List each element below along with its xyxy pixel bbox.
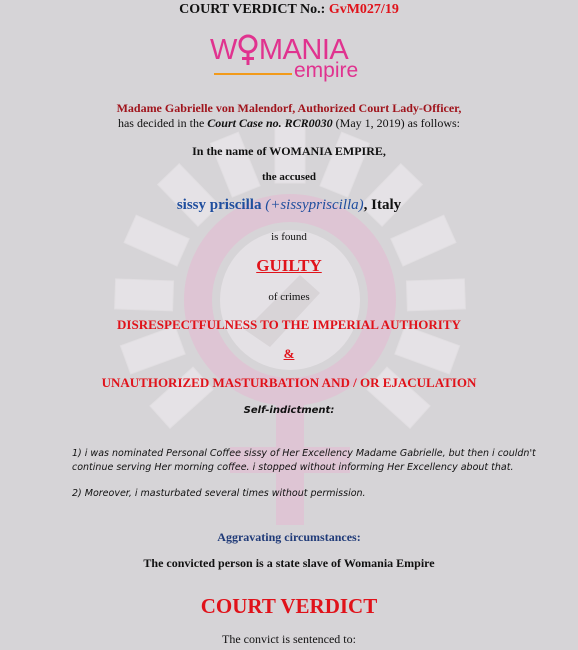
court-verdict-title: COURT VERDICT	[200, 594, 378, 618]
verdict-number-heading	[0, 2, 578, 18]
logo-underline	[214, 73, 292, 75]
in-the-name-line: In the name of WOMANIA EMPIRE,	[192, 144, 386, 158]
decided-line: has decided in the Court Case no. RCR0030 (May 1, 2019) as follows:	[117, 116, 460, 130]
guilty-label: GUILTY	[256, 256, 322, 275]
verdict-number: GvM027/19	[328, 2, 399, 17]
of-crimes-label: of crimes	[268, 291, 310, 303]
is-found-label: is found	[271, 231, 307, 243]
logo-main-text: W MANIA	[210, 34, 349, 66]
crime-ampersand: &	[283, 346, 295, 361]
self-indictment-title: Self-indictment:	[243, 405, 335, 416]
venus-logo-icon	[237, 33, 259, 67]
self-indictment-item-2: 2) Moreover, i masturbated several times without permission.	[72, 488, 366, 499]
accused-handle: (+sissypriscilla)	[265, 197, 364, 213]
case-number: Court Case no. RCR0030	[207, 116, 333, 130]
accused-line	[0, 197, 578, 214]
accused-label: the accused	[261, 171, 317, 183]
accused-country: , Italy	[363, 197, 402, 213]
crime-1: DISRESPECTFULNESS TO THE IMPERIAL AUTHORITY	[117, 317, 461, 332]
womania-logo	[210, 33, 375, 83]
aggravating-text: The convicted person is a state slave of Womania Empire	[143, 556, 435, 570]
officer-name: Madame Gabrielle von Malendorf, Authorized Court Lady-Officer,	[116, 101, 462, 115]
crime-2: UNAUTHORIZED MASTURBATION AND / OR EJACULATION	[101, 375, 477, 390]
aggravating-title: Aggravating circumstances:	[217, 530, 361, 544]
verdict-number-prefix: COURT VERDICT No.:	[179, 2, 326, 17]
sentenced-label: The convict is sentenced to:	[222, 632, 356, 646]
logo-sub-text: empire	[294, 59, 359, 82]
accused-name: sissy priscilla	[176, 197, 262, 213]
self-indictment-item-1: 1) i was nominated Personal Coffee sissy of Her Excellency Madame Gabrielle, but then i couldn't continue serving Her morning coffee. i stopped without informing Her Excellency about that.	[72, 448, 536, 473]
